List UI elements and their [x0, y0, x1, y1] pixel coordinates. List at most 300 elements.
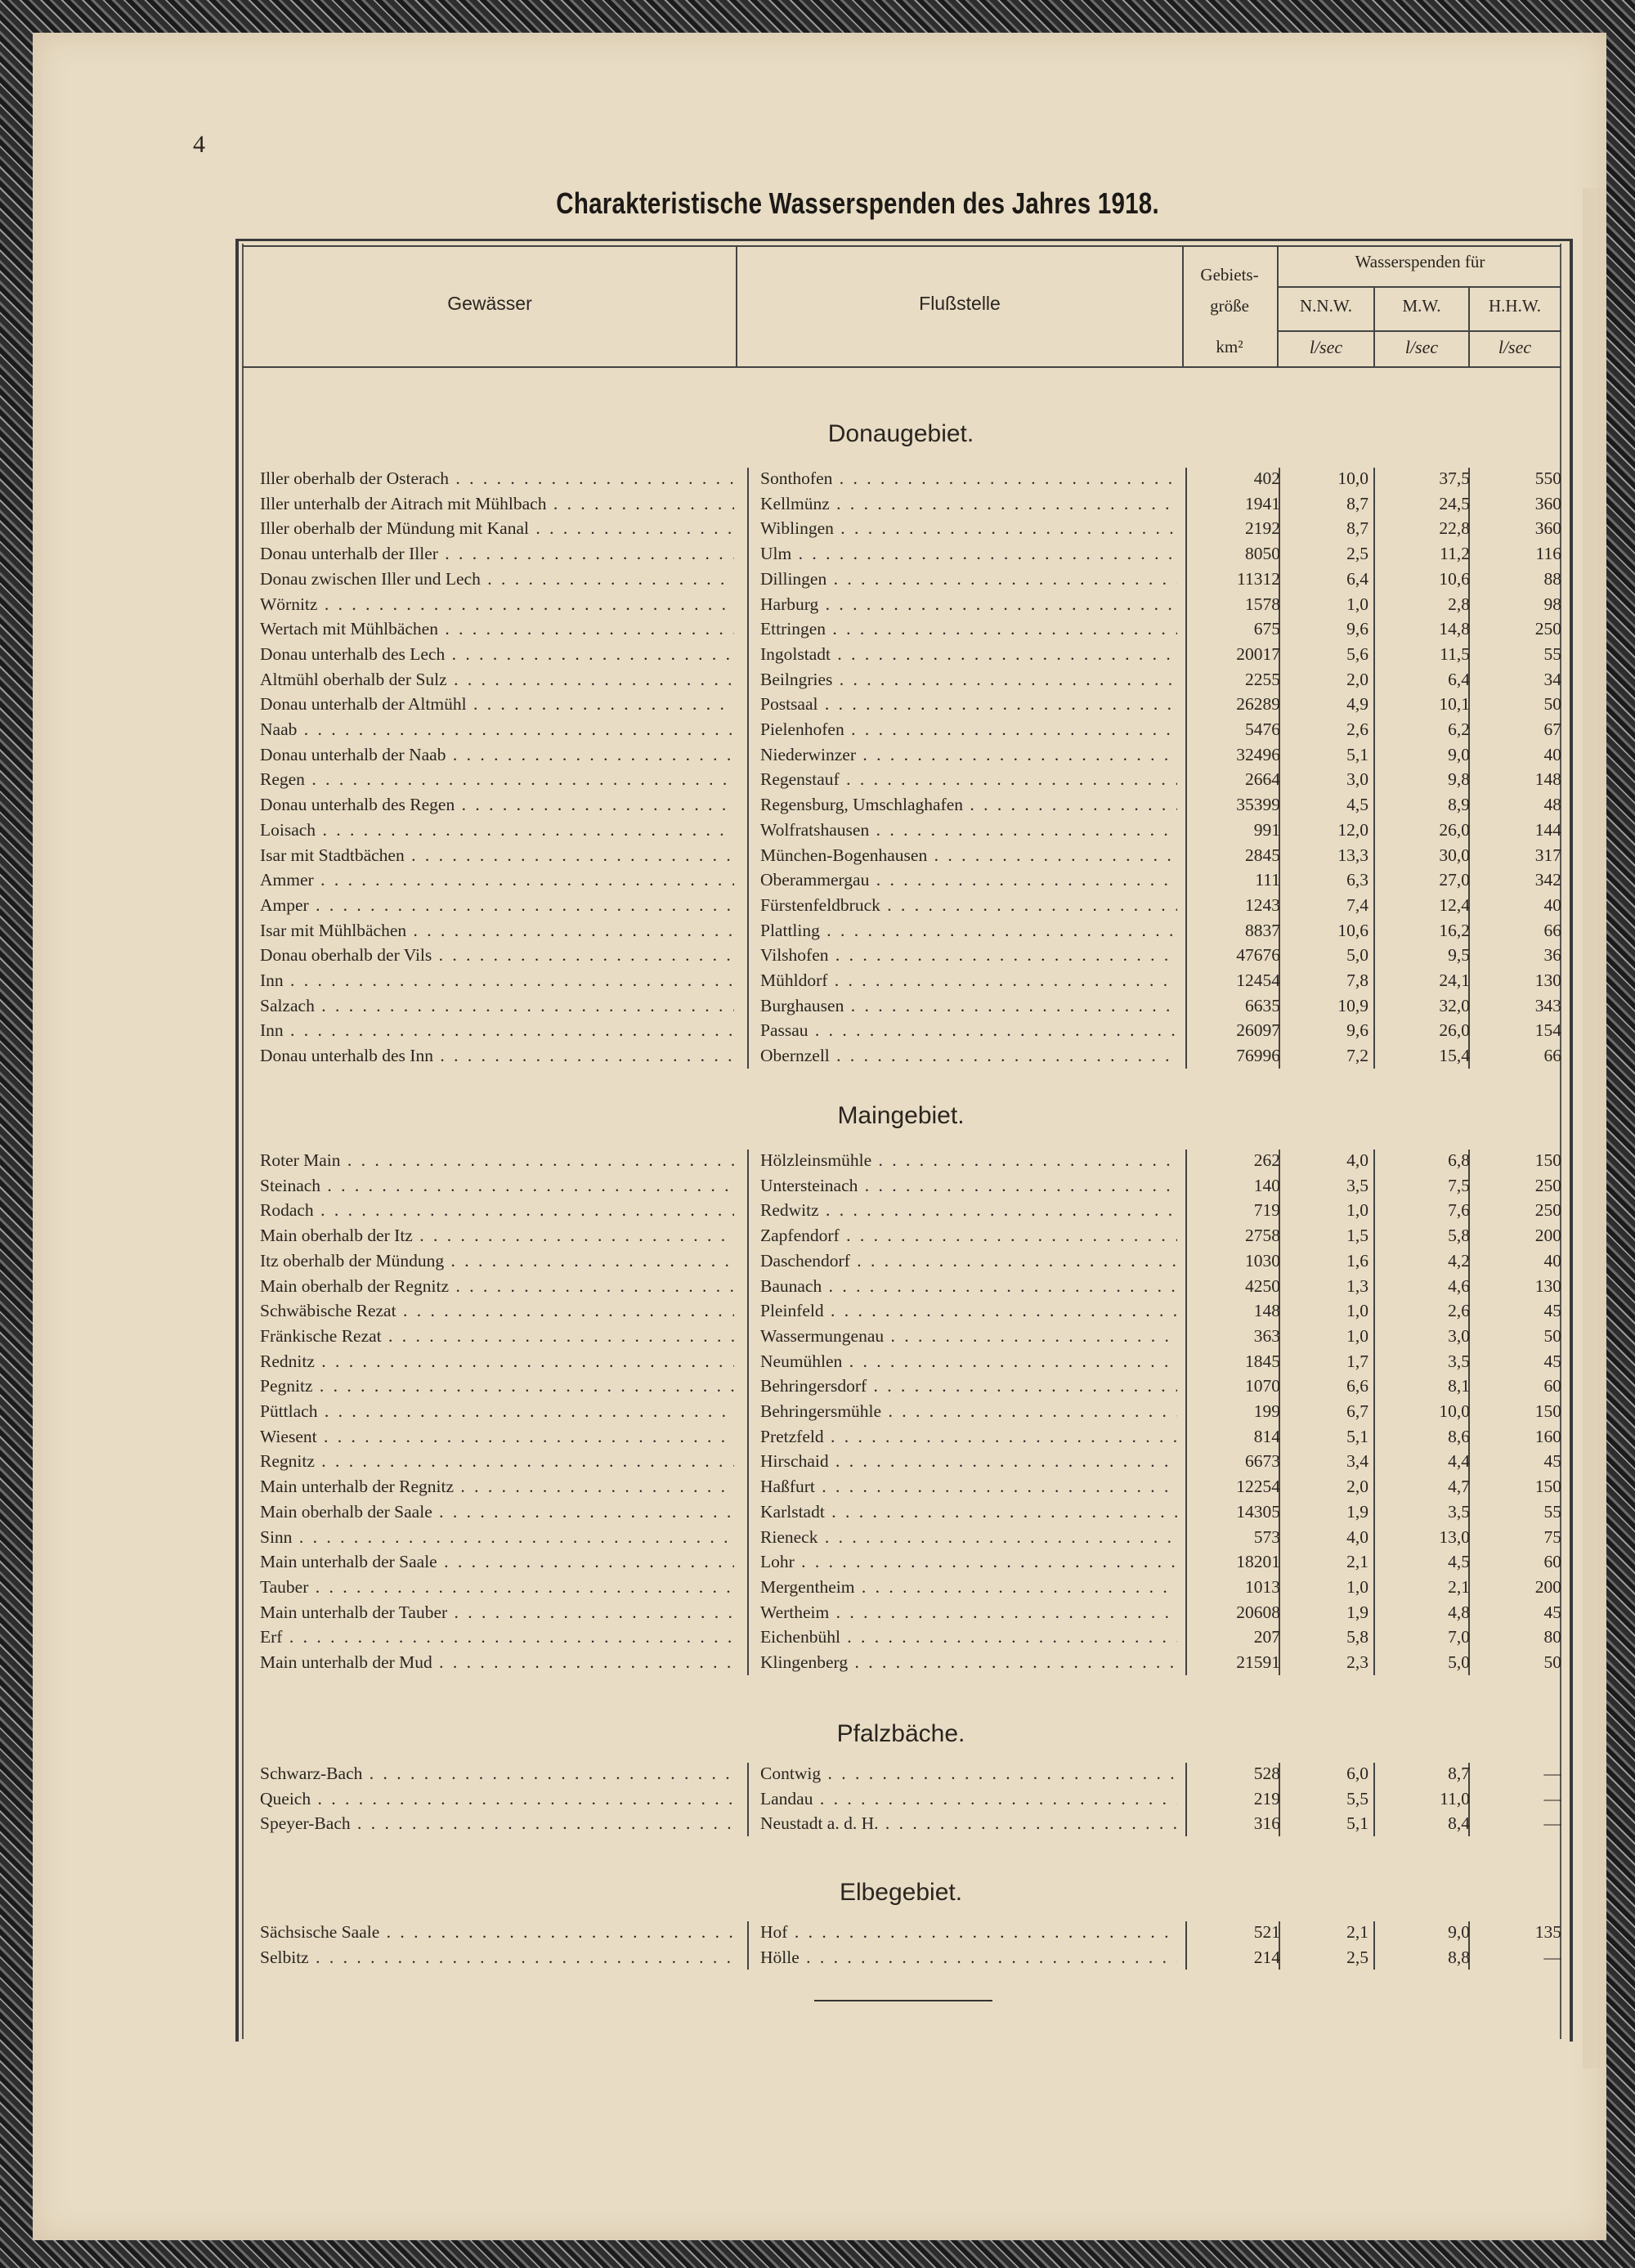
header-hhw-unit: l/sec: [1498, 337, 1532, 357]
place-cell: Wiblingen . . .: [760, 516, 1177, 540]
place-cell: Contwig . . .: [760, 1761, 1177, 1786]
table-row: [260, 1525, 1561, 1549]
section-title: Maingebiet.: [837, 1102, 965, 1129]
mw-cell: 22,8: [1439, 518, 1470, 539]
hhw-cell: 98: [1543, 594, 1561, 614]
river-cell: Queich . . .: [260, 1786, 734, 1811]
place-cell: Haßfurt . . .: [760, 1474, 1177, 1499]
header-col-divider-1: [736, 245, 737, 366]
area-cell: 11312: [1237, 568, 1280, 589]
header-place: Flußstelle: [919, 293, 1001, 314]
table-row: [260, 541, 1561, 566]
mw-cell: 6,4: [1448, 669, 1470, 689]
river-cell: Main unterhalb der Mud . . .: [260, 1650, 734, 1674]
nnw-cell: 1,0: [1346, 1325, 1368, 1346]
river-cell: Altmühl oberhalb der Sulz . . .: [260, 667, 734, 692]
header-group-rule: [1279, 286, 1561, 288]
river-cell: Pegnitz . . .: [260, 1374, 734, 1398]
hhw-cell: 342: [1534, 870, 1561, 890]
nnw-cell: 8,7: [1346, 493, 1368, 513]
table-row: [260, 692, 1561, 716]
hhw-cell: 148: [1534, 769, 1561, 790]
area-cell: 21591: [1236, 1652, 1280, 1672]
place-cell: Sonthofen . . .: [760, 466, 1177, 491]
river-cell: Main oberhalb der Itz . . .: [260, 1223, 734, 1248]
table-row: [260, 1248, 1561, 1273]
mw-cell: 8,7: [1448, 1764, 1470, 1783]
table-row: [260, 1786, 1561, 1811]
area-cell: 5476: [1245, 719, 1280, 739]
table-row: [260, 1650, 1561, 1674]
area-cell: 2845: [1245, 845, 1280, 865]
area-cell: 76996: [1236, 1046, 1280, 1066]
table-row: [260, 642, 1561, 666]
area-cell: 1013: [1245, 1576, 1280, 1597]
mw-cell: 16,2: [1439, 920, 1470, 940]
place-cell: Plattling . . .: [760, 918, 1177, 943]
area-cell: 262: [1253, 1150, 1280, 1170]
area-cell: 26097: [1236, 1020, 1280, 1041]
mw-cell: 14,8: [1439, 619, 1470, 639]
place-cell: Beilngries . . .: [760, 667, 1177, 692]
hhw-cell: 67: [1543, 719, 1561, 739]
area-cell: 719: [1253, 1200, 1280, 1221]
area-cell: 26289: [1236, 694, 1280, 715]
area-cell: 8050: [1245, 544, 1280, 564]
river-cell: Sächsische Saale . . .: [260, 1920, 734, 1944]
area-cell: 6673: [1245, 1451, 1280, 1472]
river-cell: Isar mit Mühlbächen . . .: [260, 918, 734, 943]
table-row: [260, 1920, 1561, 1944]
place-cell: Rieneck . . .: [760, 1525, 1177, 1549]
river-cell: Selbitz . . .: [260, 1945, 734, 1970]
river-cell: Regen . . .: [260, 767, 734, 791]
header-area-line2: größe: [1210, 296, 1249, 316]
area-cell: 20608: [1236, 1602, 1280, 1622]
place-cell: Mergentheim . . .: [760, 1575, 1177, 1599]
area-cell: 47676: [1236, 945, 1280, 966]
mw-cell: 11,5: [1440, 643, 1470, 664]
area-cell: 2664: [1245, 769, 1280, 790]
place-cell: Ettringen . . .: [760, 616, 1177, 641]
river-cell: Salzach . . .: [260, 993, 734, 1018]
area-cell: 402: [1253, 468, 1280, 488]
nnw-cell: 1,0: [1346, 1200, 1368, 1221]
nnw-cell: 5,5: [1346, 1788, 1368, 1809]
hhw-cell: 40: [1543, 894, 1561, 915]
mw-cell: 12,4: [1439, 894, 1470, 915]
river-cell: Iller oberhalb der Osterach . . .: [260, 466, 734, 491]
river-cell: Isar mit Stadtbächen . . .: [260, 843, 734, 867]
hhw-cell: 50: [1543, 1652, 1561, 1672]
header-top-rule: [242, 245, 1561, 247]
mw-cell: 3,0: [1448, 1325, 1470, 1346]
area-cell: 316: [1253, 1813, 1280, 1834]
table-row: [260, 1499, 1561, 1524]
mw-cell: 4,6: [1448, 1275, 1470, 1296]
mw-cell: 5,0: [1448, 1652, 1470, 1672]
nnw-cell: 5,0: [1346, 945, 1368, 966]
table-row: [260, 1148, 1561, 1172]
hhw-cell: 50: [1543, 694, 1561, 715]
nnw-cell: 2,5: [1346, 1947, 1368, 1967]
place-cell: Hölle . . .: [760, 1945, 1177, 1970]
area-cell: 14305: [1236, 1501, 1280, 1522]
mw-cell: 24,5: [1439, 493, 1470, 513]
area-cell: 111: [1255, 870, 1280, 890]
table-row: [260, 1625, 1561, 1649]
hhw-cell: —: [1543, 1947, 1561, 1967]
hhw-cell: 150: [1534, 1477, 1561, 1497]
table-row: [260, 466, 1561, 491]
place-cell: Niederwinzer . . .: [760, 742, 1177, 767]
section-title: Elbegebiet.: [839, 1879, 963, 1906]
table-row: [260, 1298, 1561, 1323]
nnw-cell: 6,3: [1346, 870, 1368, 890]
hhw-cell: 66: [1543, 920, 1561, 940]
mw-cell: 10,0: [1439, 1401, 1470, 1421]
hhw-cell: 80: [1543, 1627, 1561, 1647]
river-cell: Roter Main . . .: [260, 1148, 734, 1172]
mw-cell: 4,8: [1448, 1602, 1470, 1622]
nnw-cell: 6,6: [1346, 1376, 1368, 1396]
hhw-cell: 88: [1543, 568, 1561, 589]
table-row: [260, 893, 1561, 917]
place-cell: Burghausen . . .: [760, 993, 1177, 1018]
river-cell: Itz oberhalb der Mündung . . .: [260, 1248, 734, 1273]
mw-cell: 8,4: [1448, 1813, 1470, 1834]
river-cell: Wörnitz . . .: [260, 592, 734, 616]
hhw-cell: 48: [1543, 795, 1561, 815]
header-nnw: N.N.W.: [1300, 296, 1352, 316]
nnw-cell: 5,1: [1346, 744, 1368, 764]
mw-cell: 7,6: [1448, 1200, 1470, 1221]
header-river: Gewässer: [447, 293, 532, 314]
mw-cell: 4,7: [1448, 1477, 1470, 1497]
mw-cell: 6,2: [1448, 719, 1470, 739]
nnw-cell: 2,5: [1346, 544, 1368, 564]
river-cell: Donau unterhalb der Altmühl . . .: [260, 692, 734, 716]
nnw-cell: 4,9: [1346, 694, 1368, 715]
table-row: [260, 918, 1561, 943]
hhw-cell: 150: [1534, 1150, 1561, 1170]
place-cell: Neustadt a. d. H. . . .: [760, 1811, 1177, 1835]
nnw-cell: 3,4: [1346, 1451, 1368, 1472]
page-number: 4: [193, 131, 205, 158]
place-cell: Mühldorf . . .: [760, 968, 1177, 993]
hhw-cell: 50: [1543, 1325, 1561, 1346]
table-row: [260, 567, 1561, 591]
table-row: [260, 1424, 1561, 1449]
mw-cell: 26,0: [1439, 1020, 1470, 1041]
mw-cell: 24,1: [1439, 970, 1470, 990]
area-cell: 140: [1253, 1175, 1280, 1195]
river-cell: Main unterhalb der Regnitz . . .: [260, 1474, 734, 1499]
place-cell: Eichenbühl . . .: [760, 1625, 1177, 1649]
hhw-cell: 45: [1543, 1451, 1561, 1472]
area-cell: 1030: [1245, 1250, 1280, 1271]
nnw-cell: 2,3: [1346, 1652, 1368, 1672]
nnw-cell: 10,9: [1337, 995, 1368, 1015]
area-cell: 12254: [1236, 1477, 1280, 1497]
table-inner-left-rule: [242, 244, 244, 2039]
nnw-cell: 10,6: [1337, 920, 1368, 940]
nnw-cell: 1,0: [1346, 594, 1368, 614]
mw-cell: 2,6: [1448, 1301, 1470, 1321]
hhw-cell: 55: [1543, 1501, 1561, 1522]
place-cell: Pretzfeld . . .: [760, 1424, 1177, 1449]
table-row: [260, 1223, 1561, 1248]
hhw-cell: 200: [1534, 1226, 1561, 1246]
river-cell: Inn . . .: [260, 968, 734, 993]
river-cell: Donau unterhalb des Inn . . .: [260, 1043, 734, 1068]
place-cell: Pleinfeld . . .: [760, 1298, 1177, 1323]
mw-cell: 27,0: [1439, 870, 1470, 890]
area-cell: 573: [1253, 1526, 1280, 1547]
table-row: [260, 1549, 1561, 1574]
area-cell: 20017: [1236, 643, 1280, 664]
mw-cell: 3,5: [1448, 1501, 1470, 1522]
area-cell: 35399: [1236, 795, 1280, 815]
area-cell: 219: [1253, 1788, 1280, 1809]
place-cell: Untersteinach . . .: [760, 1173, 1177, 1198]
nnw-cell: 7,2: [1346, 1046, 1368, 1066]
table-row: [260, 717, 1561, 742]
place-cell: Baunach . . .: [760, 1274, 1177, 1298]
hhw-cell: 150: [1534, 1401, 1561, 1421]
hhw-cell: 36: [1543, 945, 1561, 966]
mw-cell: 8,8: [1448, 1947, 1470, 1967]
mw-cell: 15,4: [1439, 1046, 1470, 1066]
table-row: [260, 491, 1561, 516]
mw-cell: 13,0: [1439, 1526, 1470, 1547]
nnw-cell: 2,1: [1346, 1552, 1368, 1572]
table-row: [260, 1945, 1561, 1970]
nnw-cell: 5,1: [1346, 1426, 1368, 1446]
area-cell: 528: [1253, 1764, 1280, 1783]
area-cell: 18201: [1236, 1552, 1280, 1572]
river-cell: Sinn . . .: [260, 1525, 734, 1549]
page-title: Charakteristische Wasserspenden des Jahres 1918.: [556, 186, 1159, 220]
table-row: [260, 1811, 1561, 1835]
nnw-cell: 1,9: [1346, 1501, 1368, 1522]
area-cell: 6635: [1245, 995, 1280, 1015]
table-row: [260, 867, 1561, 892]
table-row: [260, 1474, 1561, 1499]
area-cell: 2758: [1245, 1226, 1280, 1246]
place-cell: Regenstauf . . .: [760, 767, 1177, 791]
area-cell: 2255: [1245, 669, 1280, 689]
header-mw-unit: l/sec: [1404, 337, 1439, 357]
river-cell: Rodach . . .: [260, 1198, 734, 1222]
place-cell: München-Bogenhausen . . .: [760, 843, 1177, 867]
mw-cell: 2,8: [1448, 594, 1470, 614]
place-cell: Redwitz . . .: [760, 1198, 1177, 1222]
table-row: [260, 1274, 1561, 1298]
table-row: [260, 1761, 1561, 1786]
header-area-unit: km²: [1216, 337, 1243, 356]
table-row: [260, 968, 1561, 993]
mw-cell: 8,1: [1448, 1376, 1470, 1396]
table-row: [260, 993, 1561, 1018]
hhw-cell: 317: [1534, 845, 1561, 865]
table-row: [260, 1600, 1561, 1625]
hhw-cell: 154: [1534, 1020, 1561, 1041]
nnw-cell: 5,1: [1346, 1813, 1368, 1834]
area-cell: 32496: [1236, 744, 1280, 764]
mw-cell: 11,0: [1440, 1788, 1470, 1809]
river-cell: Schwarz-Bach . . .: [260, 1761, 734, 1786]
place-cell: Landau . . .: [760, 1786, 1177, 1811]
river-cell: Wiesent . . .: [260, 1424, 734, 1449]
area-cell: 214: [1253, 1947, 1280, 1967]
place-cell: Wolfratshausen . . .: [760, 818, 1177, 842]
hhw-cell: 40: [1543, 1250, 1561, 1271]
table-row: [260, 1198, 1561, 1222]
place-cell: Hölzleinsmühle . . .: [760, 1148, 1177, 1172]
mw-cell: 3,5: [1448, 1351, 1470, 1371]
mw-cell: 10,6: [1439, 568, 1470, 589]
place-cell: Vilshofen . . .: [760, 943, 1177, 967]
hhw-cell: 130: [1534, 1275, 1561, 1296]
hhw-cell: 250: [1534, 619, 1561, 639]
mw-cell: 7,0: [1448, 1627, 1470, 1647]
area-cell: 1845: [1245, 1351, 1280, 1371]
hhw-cell: —: [1543, 1788, 1561, 1809]
place-cell: Postsaal . . .: [760, 692, 1177, 716]
table-row: [260, 516, 1561, 540]
nnw-cell: 2,0: [1346, 669, 1368, 689]
table-row: [260, 667, 1561, 692]
area-cell: 1941: [1245, 493, 1280, 513]
place-cell: Pielenhofen . . .: [760, 717, 1177, 742]
nnw-cell: 3,5: [1346, 1175, 1368, 1195]
place-cell: Daschendorf . . .: [760, 1248, 1177, 1273]
table-row: [260, 1173, 1561, 1198]
river-cell: Donau oberhalb der Vils . . .: [260, 943, 734, 967]
river-cell: Ammer . . .: [260, 867, 734, 892]
river-cell: Amper . . .: [260, 893, 734, 917]
hhw-cell: 360: [1534, 493, 1561, 513]
hhw-cell: 60: [1543, 1552, 1561, 1572]
hhw-cell: 45: [1543, 1602, 1561, 1622]
river-cell: Inn . . .: [260, 1018, 734, 1042]
river-cell: Main unterhalb der Tauber . . .: [260, 1600, 734, 1625]
nnw-cell: 4,0: [1346, 1526, 1368, 1547]
table-row: [260, 1399, 1561, 1423]
mw-cell: 4,5: [1448, 1552, 1470, 1572]
river-cell: Donau zwischen Iller und Lech . . .: [260, 567, 734, 591]
table-row: [260, 1018, 1561, 1042]
hhw-cell: 135: [1534, 1922, 1561, 1942]
river-cell: Donau unterhalb des Lech . . .: [260, 642, 734, 666]
nnw-cell: 1,6: [1346, 1250, 1368, 1271]
place-cell: Obernzell . . .: [760, 1043, 1177, 1068]
river-cell: Iller oberhalb der Mündung mit Kanal . . .: [260, 516, 734, 540]
table-row: [260, 1449, 1561, 1473]
page-edge-shadow: [1583, 188, 1607, 2069]
table-row: [260, 742, 1561, 767]
hhw-cell: 40: [1543, 744, 1561, 764]
mw-cell: 5,8: [1448, 1226, 1470, 1246]
nnw-cell: 1,0: [1346, 1301, 1368, 1321]
nnw-cell: 2,6: [1346, 719, 1368, 739]
table-row: [260, 1043, 1561, 1068]
river-cell: Iller unterhalb der Aitrach mit Mühlbach . . .: [260, 491, 734, 516]
place-cell: Regensburg, Umschlaghafen . . .: [760, 792, 1177, 817]
area-cell: 1243: [1245, 894, 1280, 915]
area-cell: 2192: [1245, 518, 1280, 539]
mw-cell: 37,5: [1439, 468, 1470, 488]
footer-rule: [814, 2000, 992, 2001]
place-cell: Passau . . .: [760, 1018, 1177, 1042]
hhw-cell: 144: [1534, 819, 1561, 840]
river-cell: Loisach . . .: [260, 818, 734, 842]
mw-cell: 8,6: [1448, 1426, 1470, 1446]
nnw-cell: 1,3: [1346, 1275, 1368, 1296]
mw-cell: 2,1: [1448, 1576, 1470, 1597]
mw-cell: 9,8: [1448, 769, 1470, 790]
river-cell: Main unterhalb der Saale . . .: [260, 1549, 734, 1574]
hhw-cell: 130: [1534, 970, 1561, 990]
area-cell: 521: [1253, 1922, 1280, 1942]
hhw-cell: 360: [1534, 518, 1561, 539]
header-hhw: H.H.W.: [1489, 296, 1541, 316]
header-nnw-unit: l/sec: [1309, 337, 1343, 357]
nnw-cell: 12,0: [1337, 819, 1368, 840]
river-cell: Donau unterhalb der Iller . . .: [260, 541, 734, 566]
river-cell: Wertach mit Mühlbächen . . .: [260, 616, 734, 641]
area-cell: 814: [1253, 1426, 1280, 1446]
river-cell: Püttlach . . .: [260, 1399, 734, 1423]
hhw-cell: 60: [1543, 1376, 1561, 1396]
nnw-cell: 4,5: [1346, 795, 1368, 815]
mw-cell: 4,4: [1448, 1451, 1470, 1472]
river-cell: Donau unterhalb des Regen . . .: [260, 792, 734, 817]
section-title: Donaugebiet.: [827, 420, 974, 447]
header-mw: M.W.: [1402, 296, 1441, 316]
mw-cell: 9,0: [1448, 1922, 1470, 1942]
river-cell: Naab . . .: [260, 717, 734, 742]
hhw-cell: 45: [1543, 1301, 1561, 1321]
area-cell: 4250: [1245, 1275, 1280, 1296]
nnw-cell: 13,3: [1337, 845, 1368, 865]
river-cell: Schwäbische Rezat . . .: [260, 1298, 734, 1323]
nnw-cell: 10,0: [1337, 468, 1368, 488]
nnw-cell: 5,8: [1346, 1627, 1368, 1647]
table-row: [260, 943, 1561, 967]
nnw-cell: 1,0: [1346, 1576, 1368, 1597]
place-cell: Behringersmühle . . .: [760, 1399, 1177, 1423]
hhw-cell: 34: [1543, 669, 1561, 689]
area-cell: 363: [1253, 1325, 1280, 1346]
place-cell: Hof . . .: [760, 1920, 1177, 1944]
mw-cell: 4,2: [1448, 1250, 1470, 1271]
header-unit-rule: [1279, 330, 1561, 332]
nnw-cell: 4,0: [1346, 1150, 1368, 1170]
river-cell: Regnitz . . .: [260, 1449, 734, 1473]
table-row: [260, 843, 1561, 867]
nnw-cell: 5,6: [1346, 643, 1368, 664]
nnw-cell: 9,6: [1346, 1020, 1368, 1041]
place-cell: Ulm . . .: [760, 541, 1177, 566]
river-cell: Erf . . .: [260, 1625, 734, 1649]
place-cell: Behringersdorf . . .: [760, 1374, 1177, 1398]
place-cell: Wertheim . . .: [760, 1600, 1177, 1625]
place-cell: Klingenberg . . .: [760, 1650, 1177, 1674]
nnw-cell: 6,4: [1346, 568, 1368, 589]
mw-cell: 30,0: [1439, 845, 1470, 865]
